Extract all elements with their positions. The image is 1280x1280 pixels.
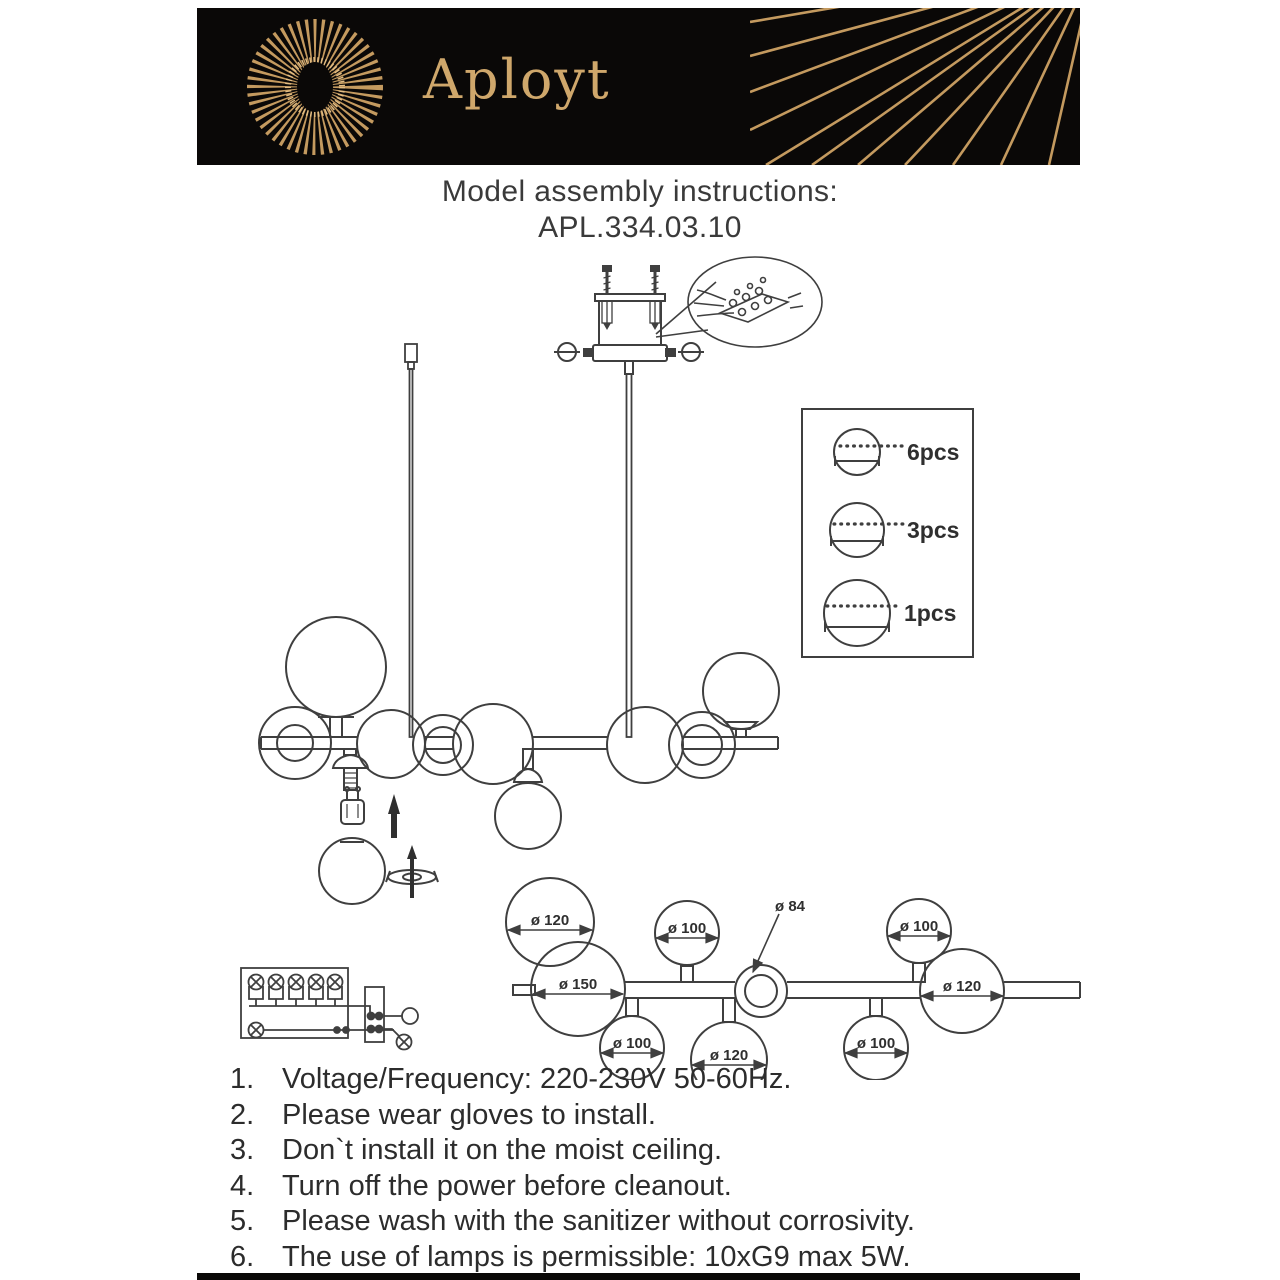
instruction-text: Please wash with the sanitizer without corrosivity. <box>282 1205 915 1237</box>
instruction-number: 6. <box>230 1240 255 1273</box>
legend-globe-small <box>834 429 904 475</box>
chandelier-side-view <box>259 617 779 849</box>
suspension-rod-left <box>405 344 417 737</box>
brand-banner <box>197 8 1080 165</box>
starburst-logo-icon <box>240 11 390 164</box>
dim-label-top-mid: ø 100 <box>667 920 707 937</box>
lamp-symbol <box>249 975 264 1000</box>
instruction-number: 5. <box>230 1205 255 1237</box>
instructions-list <box>230 1062 1090 1275</box>
ceiling-mount-drawing <box>554 266 704 374</box>
lamp-symbol <box>289 975 304 1000</box>
dim-label-top-left: ø 120 <box>530 912 570 929</box>
dimension-bar <box>625 982 1080 998</box>
suspension-rod-center <box>627 374 632 737</box>
parts-legend-box <box>802 409 973 657</box>
up-arrow-icon <box>407 845 417 898</box>
instruction-number: 3. <box>230 1134 255 1166</box>
legend-globe-large <box>824 580 901 646</box>
legend-qty-label: 1pcs <box>904 600 957 627</box>
instruction-text: Don`t install it on the moist ceiling. <box>282 1134 723 1166</box>
instruction-item <box>230 1169 1090 1205</box>
g9-bulb-icon <box>341 787 364 824</box>
side-screw-left-icon <box>554 343 593 361</box>
instruction-text: Voltage/Frequency: 220-230V 50-60Hz. <box>282 1063 792 1095</box>
decorative-rays-icon <box>750 8 1080 165</box>
instruction-text: Please wear gloves to install. <box>282 1098 656 1131</box>
dim-label-center-large: ø 150 <box>558 976 598 993</box>
footer-banner-strip <box>197 1273 1080 1280</box>
lamp-symbol <box>249 1023 264 1038</box>
dim-label-top-right: ø 100 <box>899 918 939 935</box>
terminal-block-callout <box>656 257 822 347</box>
lamp-symbol <box>269 975 284 1000</box>
terminal-block <box>365 987 384 1042</box>
dim-label-ring: ø 84 <box>774 898 806 915</box>
ring-shade <box>735 965 787 1017</box>
legend-qty-label: 3pcs <box>907 517 960 544</box>
instruction-item <box>230 1098 1090 1134</box>
dim-label-bottom-left: ø 100 <box>612 1035 652 1052</box>
instruction-number: 4. <box>230 1169 255 1202</box>
dimension-view <box>506 878 1080 1080</box>
wiring-diagram <box>241 968 418 1050</box>
globe-on-bar <box>357 710 425 778</box>
title-line1: Model assembly instructions: <box>441 175 839 208</box>
glass-globe <box>319 838 385 904</box>
model-number: APL.334.03.10 <box>538 211 742 244</box>
exploded-detail <box>319 787 438 904</box>
globe-up-left <box>286 617 386 737</box>
globe-up-right <box>703 653 779 737</box>
instruction-item <box>230 1062 1090 1098</box>
dim-label-bottom-mid: ø 120 <box>709 1047 749 1064</box>
threaded-fitting <box>333 749 368 790</box>
terminal-block-sketch <box>694 278 803 323</box>
neutral-terminal-symbol <box>402 1008 418 1024</box>
instruction-item <box>230 1240 1090 1276</box>
lamp-symbol <box>397 1035 412 1050</box>
dim-label-bottom-right: ø 100 <box>856 1035 896 1052</box>
lamp-symbol <box>309 975 324 1000</box>
globe-on-bar <box>607 707 683 783</box>
legend-globe-medium <box>830 503 904 557</box>
side-screw-right-icon <box>666 343 704 361</box>
legend-qty-label: 6pcs <box>907 439 960 466</box>
chandelier-bar <box>261 737 778 749</box>
brand-logo-text: Aployt <box>423 48 611 111</box>
up-arrow-icon <box>388 794 400 838</box>
page-title <box>0 174 1280 246</box>
ring-shade <box>413 715 473 775</box>
instruction-text: The use of lamps is permissible: 10xG9 max 5W. <box>282 1240 911 1273</box>
instruction-item <box>230 1204 1090 1240</box>
lamp-symbol <box>328 975 343 1000</box>
locking-collar <box>386 845 438 898</box>
instruction-number: 2. <box>230 1098 255 1131</box>
instruction-item <box>230 1133 1090 1169</box>
dim-label-right-end: ø 120 <box>942 978 982 995</box>
instruction-text: Turn off the power before cleanout. <box>282 1169 732 1202</box>
instruction-number: 1. <box>230 1063 255 1095</box>
assembly-drawing <box>0 248 1280 1080</box>
